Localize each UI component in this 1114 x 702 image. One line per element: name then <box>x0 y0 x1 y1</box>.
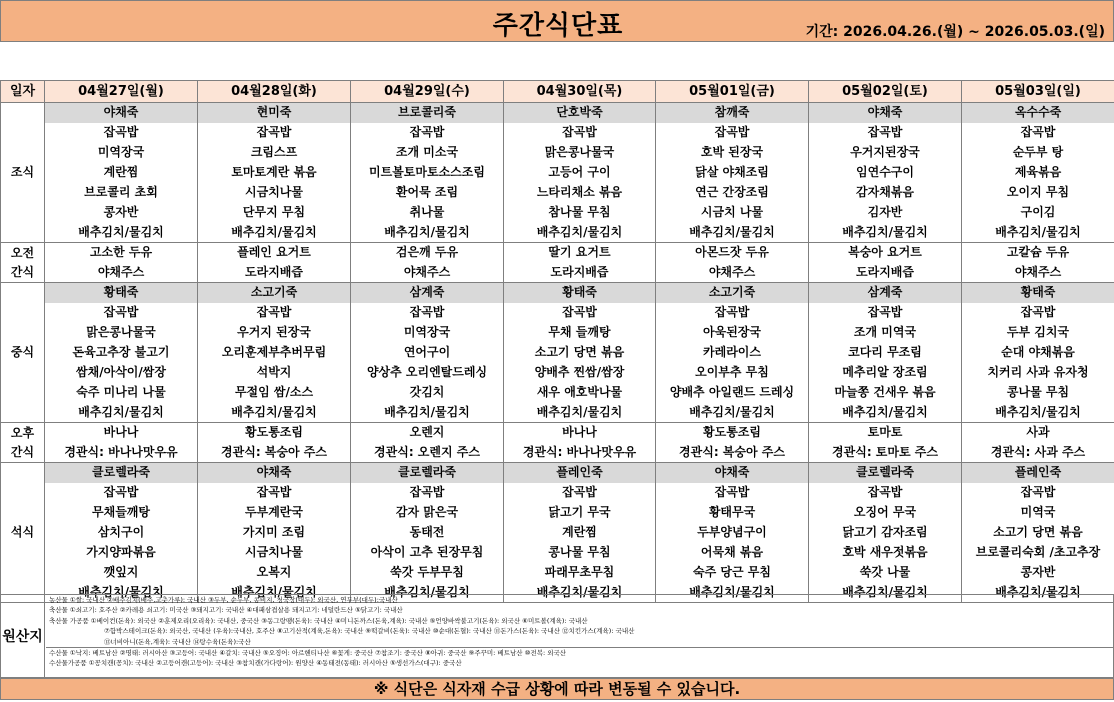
date-header: 05월01일(금) <box>656 81 809 103</box>
menu-cell: 배추김치/물김치 <box>45 223 198 243</box>
menu-cell: 배추김치/물김치 <box>962 223 1114 243</box>
menu-cell: 콩나물 무침 <box>504 543 656 563</box>
origin-line: ⑬너비아니(돈육,계육): 국내산 ⑭탕수육(돈육):국산 <box>104 637 251 646</box>
breakfast-row <box>1 203 1114 223</box>
menu-cell: 잡곡밥 <box>656 303 809 323</box>
menu-cell: 황태무국 <box>656 503 809 523</box>
menu-cell: 잡곡밥 <box>45 483 198 503</box>
menu-cell: 배추김치/물김치 <box>656 223 809 243</box>
breakfast-row <box>1 223 1114 243</box>
menu-cell: 무채 들깨탕 <box>504 323 656 343</box>
menu-cell: 양상추 오리엔탈드레싱 <box>351 363 504 383</box>
menu-cell: 고등어 구이 <box>504 163 656 183</box>
dinner-row <box>1 523 1114 543</box>
menu-cell: 미트볼토마토소스조림 <box>351 163 504 183</box>
menu-cell: 동태전 <box>351 523 504 543</box>
menu-cell: 배추김치/물김치 <box>809 403 962 423</box>
menu-cell: 구이김 <box>962 203 1114 223</box>
menu-cell: 경관식: 오렌지 주스 <box>351 443 504 463</box>
menu-cell: 깻잎지 <box>45 563 198 583</box>
menu-cell: 아몬드잣 두유 <box>656 243 809 263</box>
menu-cell: 감자채볶음 <box>809 183 962 203</box>
menu-cell: 바나나 <box>45 423 198 443</box>
menu-cell: 맑은콩나물국 <box>45 323 198 343</box>
menu-cell: 도라지배즙 <box>809 263 962 283</box>
corner-label: 일자 <box>1 81 45 103</box>
menu-cell: 잡곡밥 <box>351 303 504 323</box>
menu-cell: 시금치 나물 <box>656 203 809 223</box>
menu-cell: 미역장국 <box>351 323 504 343</box>
breakfast-row <box>1 103 1114 123</box>
menu-cell: 크림스프 <box>198 143 351 163</box>
menu-cell: 우거지 된장국 <box>198 323 351 343</box>
menu-cell: 배추김치/물김치 <box>504 403 656 423</box>
menu-period: 기간: 2026.04.26.(월) ~ 2026.05.03.(일) <box>805 24 1105 40</box>
menu-cell: 가지양파볶음 <box>45 543 198 563</box>
menu-cell: 플레인죽 <box>504 463 656 483</box>
menu-cell: 소고기 당면 볶음 <box>504 343 656 363</box>
menu-cell: 잡곡밥 <box>198 303 351 323</box>
menu-cell: 가지미 조림 <box>198 523 351 543</box>
menu-cell: 코다리 무조림 <box>809 343 962 363</box>
dinner-row <box>1 563 1114 583</box>
menu-cell: 시금치나물 <box>198 183 351 203</box>
menu-cell: 배추김치/물김치 <box>351 583 504 603</box>
menu-cell: 두부 김치국 <box>962 323 1114 343</box>
menu-cell: 야채주스 <box>962 263 1114 283</box>
menu-cell: 호박 된장국 <box>656 143 809 163</box>
meal-label-lunch: 중식 <box>1 283 45 423</box>
menu-cell: 배추김치/물김치 <box>504 223 656 243</box>
menu-cell: 갓김치 <box>351 383 504 403</box>
menu-cell: 옥수수죽 <box>962 103 1114 123</box>
dinner-row <box>1 463 1114 483</box>
menu-cell: 플레인 요거트 <box>198 243 351 263</box>
menu-cell: 오이지 무침 <box>962 183 1114 203</box>
menu-cell: 잡곡밥 <box>504 123 656 143</box>
menu-cell: 브로콜리 초회 <box>45 183 198 203</box>
menu-cell: 무채들깨탕 <box>45 503 198 523</box>
menu-cell: 단호박죽 <box>504 103 656 123</box>
origin-line: 농산물 ①쌀: 국내산 ②배추김치(배추,고춧가루): 국내산 ③두부, 순두부, 콩비지, 청국장(대두): 외국산, 연두부(대두):국내산 <box>49 596 398 604</box>
footer-notice: ※ 식단은 식자재 수급 상황에 따라 변동될 수 있습니다. <box>0 678 1114 700</box>
date-header: 04월29일(수) <box>351 81 504 103</box>
menu-cell: 취나물 <box>351 203 504 223</box>
breakfast-row <box>1 123 1114 143</box>
meal-label-line: 간식 <box>10 444 35 459</box>
menu-cell: 호박 새우젓볶음 <box>809 543 962 563</box>
menu-cell: 잡곡밥 <box>962 123 1114 143</box>
menu-cell: 임연수구이 <box>809 163 962 183</box>
menu-cell: 시금치나물 <box>198 543 351 563</box>
menu-cell: 닭살 야채조림 <box>656 163 809 183</box>
menu-cell: 오이부추 무침 <box>656 363 809 383</box>
menu-cell: 잡곡밥 <box>962 483 1114 503</box>
menu-cell: 계란찜 <box>45 163 198 183</box>
menu-cell: 야채죽 <box>198 463 351 483</box>
title-bar <box>0 0 1114 42</box>
menu-cell: 참깨죽 <box>656 103 809 123</box>
menu-cell: 쑥갓 두부무침 <box>351 563 504 583</box>
menu-cell: 소고기 당면 볶음 <box>962 523 1114 543</box>
menu-cell: 잡곡밥 <box>45 303 198 323</box>
lunch-row <box>1 343 1114 363</box>
menu-cell: 오징어 무국 <box>809 503 962 523</box>
menu-cell: 어묵채 볶음 <box>656 543 809 563</box>
origin-line: 축산물 가공품 ①베이컨(돈육): 외국산 ②훈제오리(오리육): 국내산, 중국산 ③동그랑땡(돈육): 국내산 ④미니돈까스(돈육,계육): 국내산 ⑤언양바싹불고기(돈육): 외국산 ⑥미트볼(계육): 국내산 <box>49 616 588 625</box>
menu-cell: 숙주 당근 무침 <box>656 563 809 583</box>
meal-label-pm_snack <box>1 423 45 463</box>
menu-cell: 배추김치/물김치 <box>962 403 1114 423</box>
breakfast-row <box>1 183 1114 203</box>
menu-cell: 잡곡밥 <box>504 483 656 503</box>
menu-cell: 새우 애호박나물 <box>504 383 656 403</box>
origin-line: 수산물 ①낙지: 베트남산 ②명태: 러시아산 ③고등어: 국내산 ④갈치: 국내산 ⑤오징어: 아르헨티나산 ⑥꽃게: 중국산 ⑦참조기: 중국산 ⑧아귀: 중국산 ⑨주꾸미: 베트남산 ⑩전복: 외국산 <box>46 647 1113 658</box>
lunch-row <box>1 323 1114 343</box>
menu-cell: 클로렐라죽 <box>809 463 962 483</box>
menu-cell: 잡곡밥 <box>198 123 351 143</box>
menu-cell: 닭고기 무국 <box>504 503 656 523</box>
menu-cell: 두부계란국 <box>198 503 351 523</box>
menu-cell: 검은깨 두유 <box>351 243 504 263</box>
menu-cell: 잡곡밥 <box>809 123 962 143</box>
menu-cell: 도라지배즙 <box>504 263 656 283</box>
menu-cell: 단무지 무침 <box>198 203 351 223</box>
menu-cell: 소고기죽 <box>198 283 351 303</box>
pm_snack-row <box>1 443 1114 463</box>
dinner-row <box>1 483 1114 503</box>
menu-cell: 배추김치/물김치 <box>45 583 198 603</box>
menu-cell: 파래무초무침 <box>504 563 656 583</box>
menu-cell: 김자반 <box>809 203 962 223</box>
origin-lines <box>46 595 1113 669</box>
menu-cell: 순대 야채볶음 <box>962 343 1114 363</box>
origin-line: 수산물가공품 ①꽁치캔(꽁치): 국내산 ②고등어캔(고등어): 국내산 ③참치캔(가다랑어): 원양산 ④동태전(동태): 러시아산 ⑤생선가스(대구): 중국산 <box>49 659 462 668</box>
menu-cell: 배추김치/물김치 <box>809 583 962 603</box>
menu-cell: 배추김치/물김치 <box>809 223 962 243</box>
lunch-row <box>1 283 1114 303</box>
menu-cell: 느타리채소 볶음 <box>504 183 656 203</box>
menu-cell: 석박지 <box>198 363 351 383</box>
menu-cell: 콩자반 <box>962 563 1114 583</box>
menu-cell: 잡곡밥 <box>809 303 962 323</box>
menu-cell: 잡곡밥 <box>809 483 962 503</box>
origin-line: ⑦함박스테이크(돈육): 외국산, 국내산 (우육):국내산, 호주산 ⑧고기산적(계육,돈육): 국내산 ⑨떡갈비(돈육): 국내산 ⑩순대(돈혈): 국내산 ⑪돈가스(돈육): 국내산 ⑫치킨가스(계육): 국내산 <box>104 627 635 636</box>
menu-cell: 배추김치/물김치 <box>656 403 809 423</box>
menu-cell: 맑은콩나물국 <box>504 143 656 163</box>
menu-cell: 콩나물 무침 <box>962 383 1114 403</box>
menu-cell: 배추김치/물김치 <box>962 583 1114 603</box>
menu-cell: 배추김치/물김치 <box>351 403 504 423</box>
menu-cell: 배추김치/물김치 <box>198 403 351 423</box>
menu-cell: 배추김치/물김치 <box>656 583 809 603</box>
menu-cell: 연근 간장조림 <box>656 183 809 203</box>
menu-cell: 야채주스 <box>656 263 809 283</box>
menu-cell: 야채죽 <box>656 463 809 483</box>
menu-cell: 삼계죽 <box>809 283 962 303</box>
origin-label: 원산지 <box>1 595 45 677</box>
menu-cell: 오복지 <box>198 563 351 583</box>
menu-cell: 배추김치/물김치 <box>198 223 351 243</box>
menu-cell: 황도통조림 <box>198 423 351 443</box>
menu-cell: 경관식: 복숭아 주스 <box>198 443 351 463</box>
menu-cell: 배추김치/물김치 <box>504 583 656 603</box>
meal-label-line: 간식 <box>10 264 35 279</box>
menu-cell: 배추김치/물김치 <box>45 403 198 423</box>
menu-cell: 잡곡밥 <box>962 303 1114 323</box>
origin-section <box>0 594 1114 678</box>
menu-cell: 잡곡밥 <box>656 123 809 143</box>
menu-cell: 황태죽 <box>962 283 1114 303</box>
menu-cell: 삼치구이 <box>45 523 198 543</box>
menu-cell: 야채주스 <box>45 263 198 283</box>
lunch-row <box>1 403 1114 423</box>
menu-cell: 도라지배즙 <box>198 263 351 283</box>
menu-cell: 돈육고추장 불고기 <box>45 343 198 363</box>
menu-cell: 아삭이 고추 된장무침 <box>351 543 504 563</box>
menu-cell: 환어묵 조림 <box>351 183 504 203</box>
meal-label-dinner: 석식 <box>1 463 45 603</box>
date-header-row <box>1 81 1114 103</box>
meal-label-line: 오후 <box>10 425 35 440</box>
menu-cell: 클로렐라죽 <box>45 463 198 483</box>
menu-cell: 잡곡밥 <box>198 483 351 503</box>
menu-cell: 쑥갓 나물 <box>809 563 962 583</box>
menu-cell: 사과 <box>962 423 1114 443</box>
meal-label-line: 오전 <box>10 245 35 260</box>
menu-cell: 브로콜리숙회 /초고추장 <box>962 543 1114 563</box>
menu-cell: 숙주 미나리 나물 <box>45 383 198 403</box>
menu-cell: 조개 미역국 <box>809 323 962 343</box>
menu-cell: 감자 맑은국 <box>351 503 504 523</box>
menu-cell: 미역국 <box>962 503 1114 523</box>
menu-cell: 메추리알 장조림 <box>809 363 962 383</box>
menu-cell: 복숭아 요거트 <box>809 243 962 263</box>
menu-cell: 배추김치/물김치 <box>351 223 504 243</box>
menu-cell: 오리훈제부추버무림 <box>198 343 351 363</box>
menu-cell: 양배추 아일랜드 드레싱 <box>656 383 809 403</box>
menu-cell: 황태죽 <box>45 283 198 303</box>
menu-cell: 황도통조림 <box>656 423 809 443</box>
menu-cell: 양배추 찐쌈/쌈장 <box>504 363 656 383</box>
menu-cell: 조개 미소국 <box>351 143 504 163</box>
menu-cell: 잡곡밥 <box>504 303 656 323</box>
meal-label-breakfast: 조식 <box>1 103 45 243</box>
date-header: 05월02일(토) <box>809 81 962 103</box>
am_snack-row <box>1 243 1114 263</box>
date-header: 04월27일(월) <box>45 81 198 103</box>
menu-cell: 야채죽 <box>45 103 198 123</box>
menu-cell: 야채주스 <box>351 263 504 283</box>
menu-cell: 순두부 탕 <box>962 143 1114 163</box>
menu-cell: 배추김치/물김치 <box>198 583 351 603</box>
menu-cell: 제육볶음 <box>962 163 1114 183</box>
menu-cell: 무절임 쌈/소스 <box>198 383 351 403</box>
menu-cell: 클로렐라죽 <box>351 463 504 483</box>
menu-cell: 현미죽 <box>198 103 351 123</box>
menu-cell: 고칼슘 두유 <box>962 243 1114 263</box>
pm_snack-row <box>1 423 1114 443</box>
menu-cell: 야채죽 <box>809 103 962 123</box>
menu-cell: 카레라이스 <box>656 343 809 363</box>
menu-cell: 바나나 <box>504 423 656 443</box>
menu-cell: 마늘쫑 건새우 볶음 <box>809 383 962 403</box>
menu-cell: 경관식: 바나나맛우유 <box>45 443 198 463</box>
menu-cell: 콩자반 <box>45 203 198 223</box>
menu-cell: 토마토계란 볶음 <box>198 163 351 183</box>
menu-cell: 잡곡밥 <box>351 123 504 143</box>
lunch-row <box>1 363 1114 383</box>
menu-cell: 잡곡밥 <box>45 123 198 143</box>
menu-cell: 경관식: 사과 주스 <box>962 443 1114 463</box>
menu-cell: 잡곡밥 <box>351 483 504 503</box>
page-title: 주간식단표 <box>492 11 624 41</box>
menu-cell: 아욱된장국 <box>656 323 809 343</box>
dinner-row <box>1 543 1114 563</box>
menu-cell: 경관식: 복숭아 주스 <box>656 443 809 463</box>
menu-cell: 딸기 요거트 <box>504 243 656 263</box>
menu-cell: 플레인죽 <box>962 463 1114 483</box>
menu-cell: 닭고기 감자조림 <box>809 523 962 543</box>
menu-cell: 두부양념구이 <box>656 523 809 543</box>
dinner-row <box>1 503 1114 523</box>
menu-cell: 브로콜리죽 <box>351 103 504 123</box>
meal-label-am_snack <box>1 243 45 283</box>
date-header: 04월30일(목) <box>504 81 656 103</box>
menu-cell: 참나물 무침 <box>504 203 656 223</box>
menu-cell: 미역장국 <box>45 143 198 163</box>
menu-cell: 우거지된장국 <box>809 143 962 163</box>
menu-cell: 경관식: 바나나맛우유 <box>504 443 656 463</box>
menu-cell: 고소한 두유 <box>45 243 198 263</box>
breakfast-row <box>1 163 1114 183</box>
menu-cell: 토마토 <box>809 423 962 443</box>
date-header: 04월28일(화) <box>198 81 351 103</box>
menu-cell: 경관식: 토마토 주스 <box>809 443 962 463</box>
lunch-row <box>1 303 1114 323</box>
menu-cell: 황태죽 <box>504 283 656 303</box>
menu-cell: 소고기죽 <box>656 283 809 303</box>
date-header: 05월03일(일) <box>962 81 1114 103</box>
menu-cell: 오렌지 <box>351 423 504 443</box>
menu-cell: 계란찜 <box>504 523 656 543</box>
breakfast-row <box>1 143 1114 163</box>
menu-cell: 연어구이 <box>351 343 504 363</box>
menu-cell: 삼계죽 <box>351 283 504 303</box>
origin-line: 축산물 ①쇠고기: 호주산 ②카레용 쇠고기: 미국산 ③돼지고기: 국내산 ④대패삼겹살용 돼지고기: 네덜란드산 ⑤닭고기: 국내산 <box>49 606 403 615</box>
menu-cell: 치커리 사과 유자청 <box>962 363 1114 383</box>
weekly-menu-table <box>0 80 1114 603</box>
lunch-row <box>1 383 1114 403</box>
menu-cell: 쌈채/아삭이/쌈장 <box>45 363 198 383</box>
am_snack-row <box>1 263 1114 283</box>
menu-cell: 잡곡밥 <box>656 483 809 503</box>
